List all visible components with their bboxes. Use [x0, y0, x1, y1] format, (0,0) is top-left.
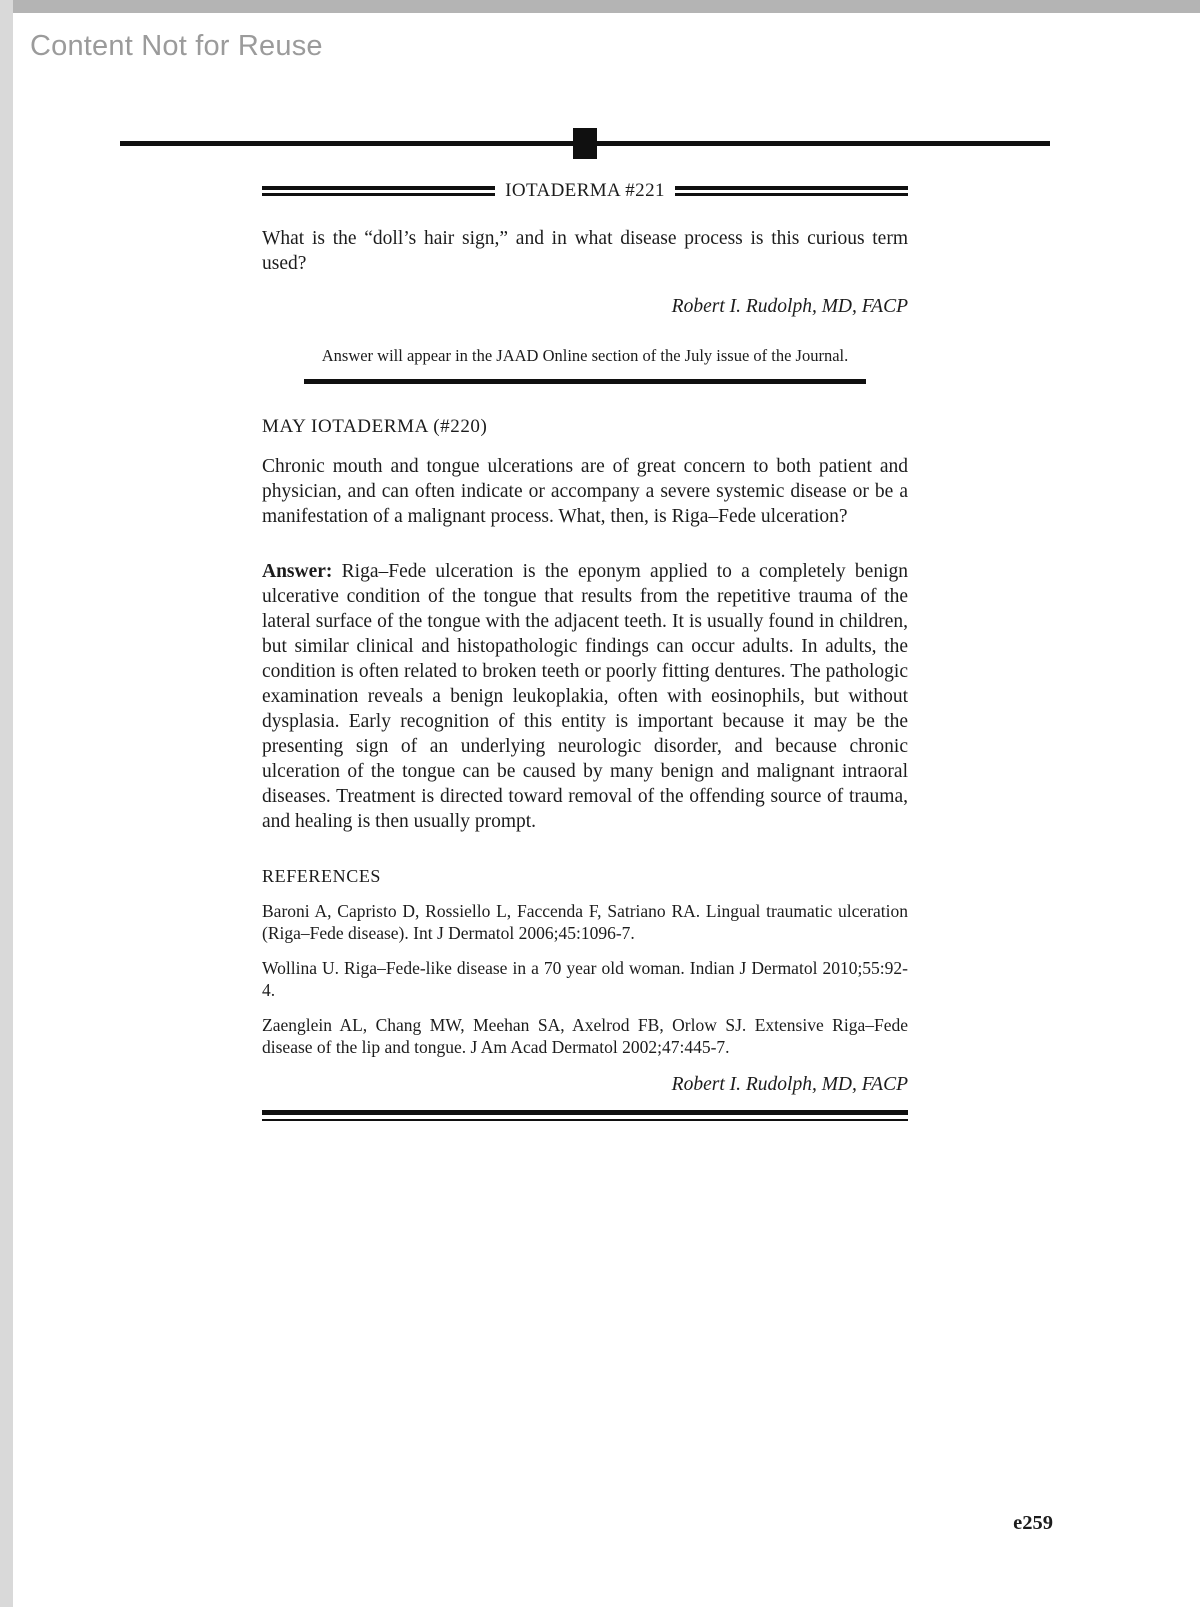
article-author: Robert I. Rudolph, MD, FACP [671, 1074, 908, 1095]
reference-item: Wollina U. Riga–Fede-like disease in a 70 year old woman. Indian J Dermatol 2010;55:92-4. [262, 958, 908, 1000]
may-section-heading: MAY IOTADERMA (#220) [262, 416, 488, 437]
references-heading: REFERENCES [262, 866, 382, 886]
watermark-text: Content Not for Reuse [30, 30, 323, 62]
question-author: Robert I. Rudolph, MD, FACP [671, 296, 908, 317]
page-number: e259 [1013, 1512, 1053, 1534]
article-body [262, 180, 908, 1121]
answer-availability-note: Answer will appear in the JAAD Online section of the July issue of the Journal. [304, 346, 866, 384]
article-title: IOTADERMA #221 [505, 180, 665, 201]
answer-label: Answer: [262, 561, 333, 582]
question-paragraph: What is the “doll’s hair sign,” and in what disease process is this curious term used? [262, 228, 908, 274]
top-divider [120, 128, 1050, 160]
header-rule-right [675, 186, 908, 196]
reference-item: Zaenglein AL, Chang MW, Meehan SA, Axelrod FB, Orlow SJ. Extensive Riga–Fede disease of the lip and tongue. J Am Acad Dermatol 2002;47:445-7. [262, 1015, 908, 1057]
may-question-paragraph: Chronic mouth and tongue ulcerations are of great concern to both patient and physician, and can often indicate or accompany a severe systemic disease or be a manifestation of a malignant process. What, then, is Riga–Fede ulceration? [262, 456, 908, 527]
scan-frame-top [0, 0, 1200, 13]
iotaderma-header [262, 180, 908, 202]
top-divider-square [573, 128, 597, 159]
reference-item: Baroni A, Capristo D, Rossiello L, Faccenda F, Satriano RA. Lingual traumatic ulceration (Riga–Fede disease). Int J Dermatol 2006;45:1096-7. [262, 901, 908, 943]
end-divider [262, 1110, 908, 1121]
header-rule-left [262, 186, 495, 196]
answer-paragraph [262, 559, 908, 834]
answer-text: Riga–Fede ulceration is the eponym applied to a completely benign ulcerative condition of the tongue that results from the repetitive trauma of the lateral surface of the tongue with the adjacent teeth. It is usually found in children, but similar clinical and histopathologic findings can occur adults. In adults, the condition is often related to broken teeth or poorly fitting dentures. The pathologic examination reveals a benign leukoplakia, often with eosinophils, but without dysplasia. Early recognition of this entity is important because it may be the presenting sign of an underlying neurologic disorder, and because chronic ulceration of the tongue can be caused by many benign and malignant intraoral diseases. Treatment is directed toward removal of the offending source of trauma, and healing is then usually prompt. [262, 561, 909, 832]
scan-frame-left [0, 0, 13, 1607]
